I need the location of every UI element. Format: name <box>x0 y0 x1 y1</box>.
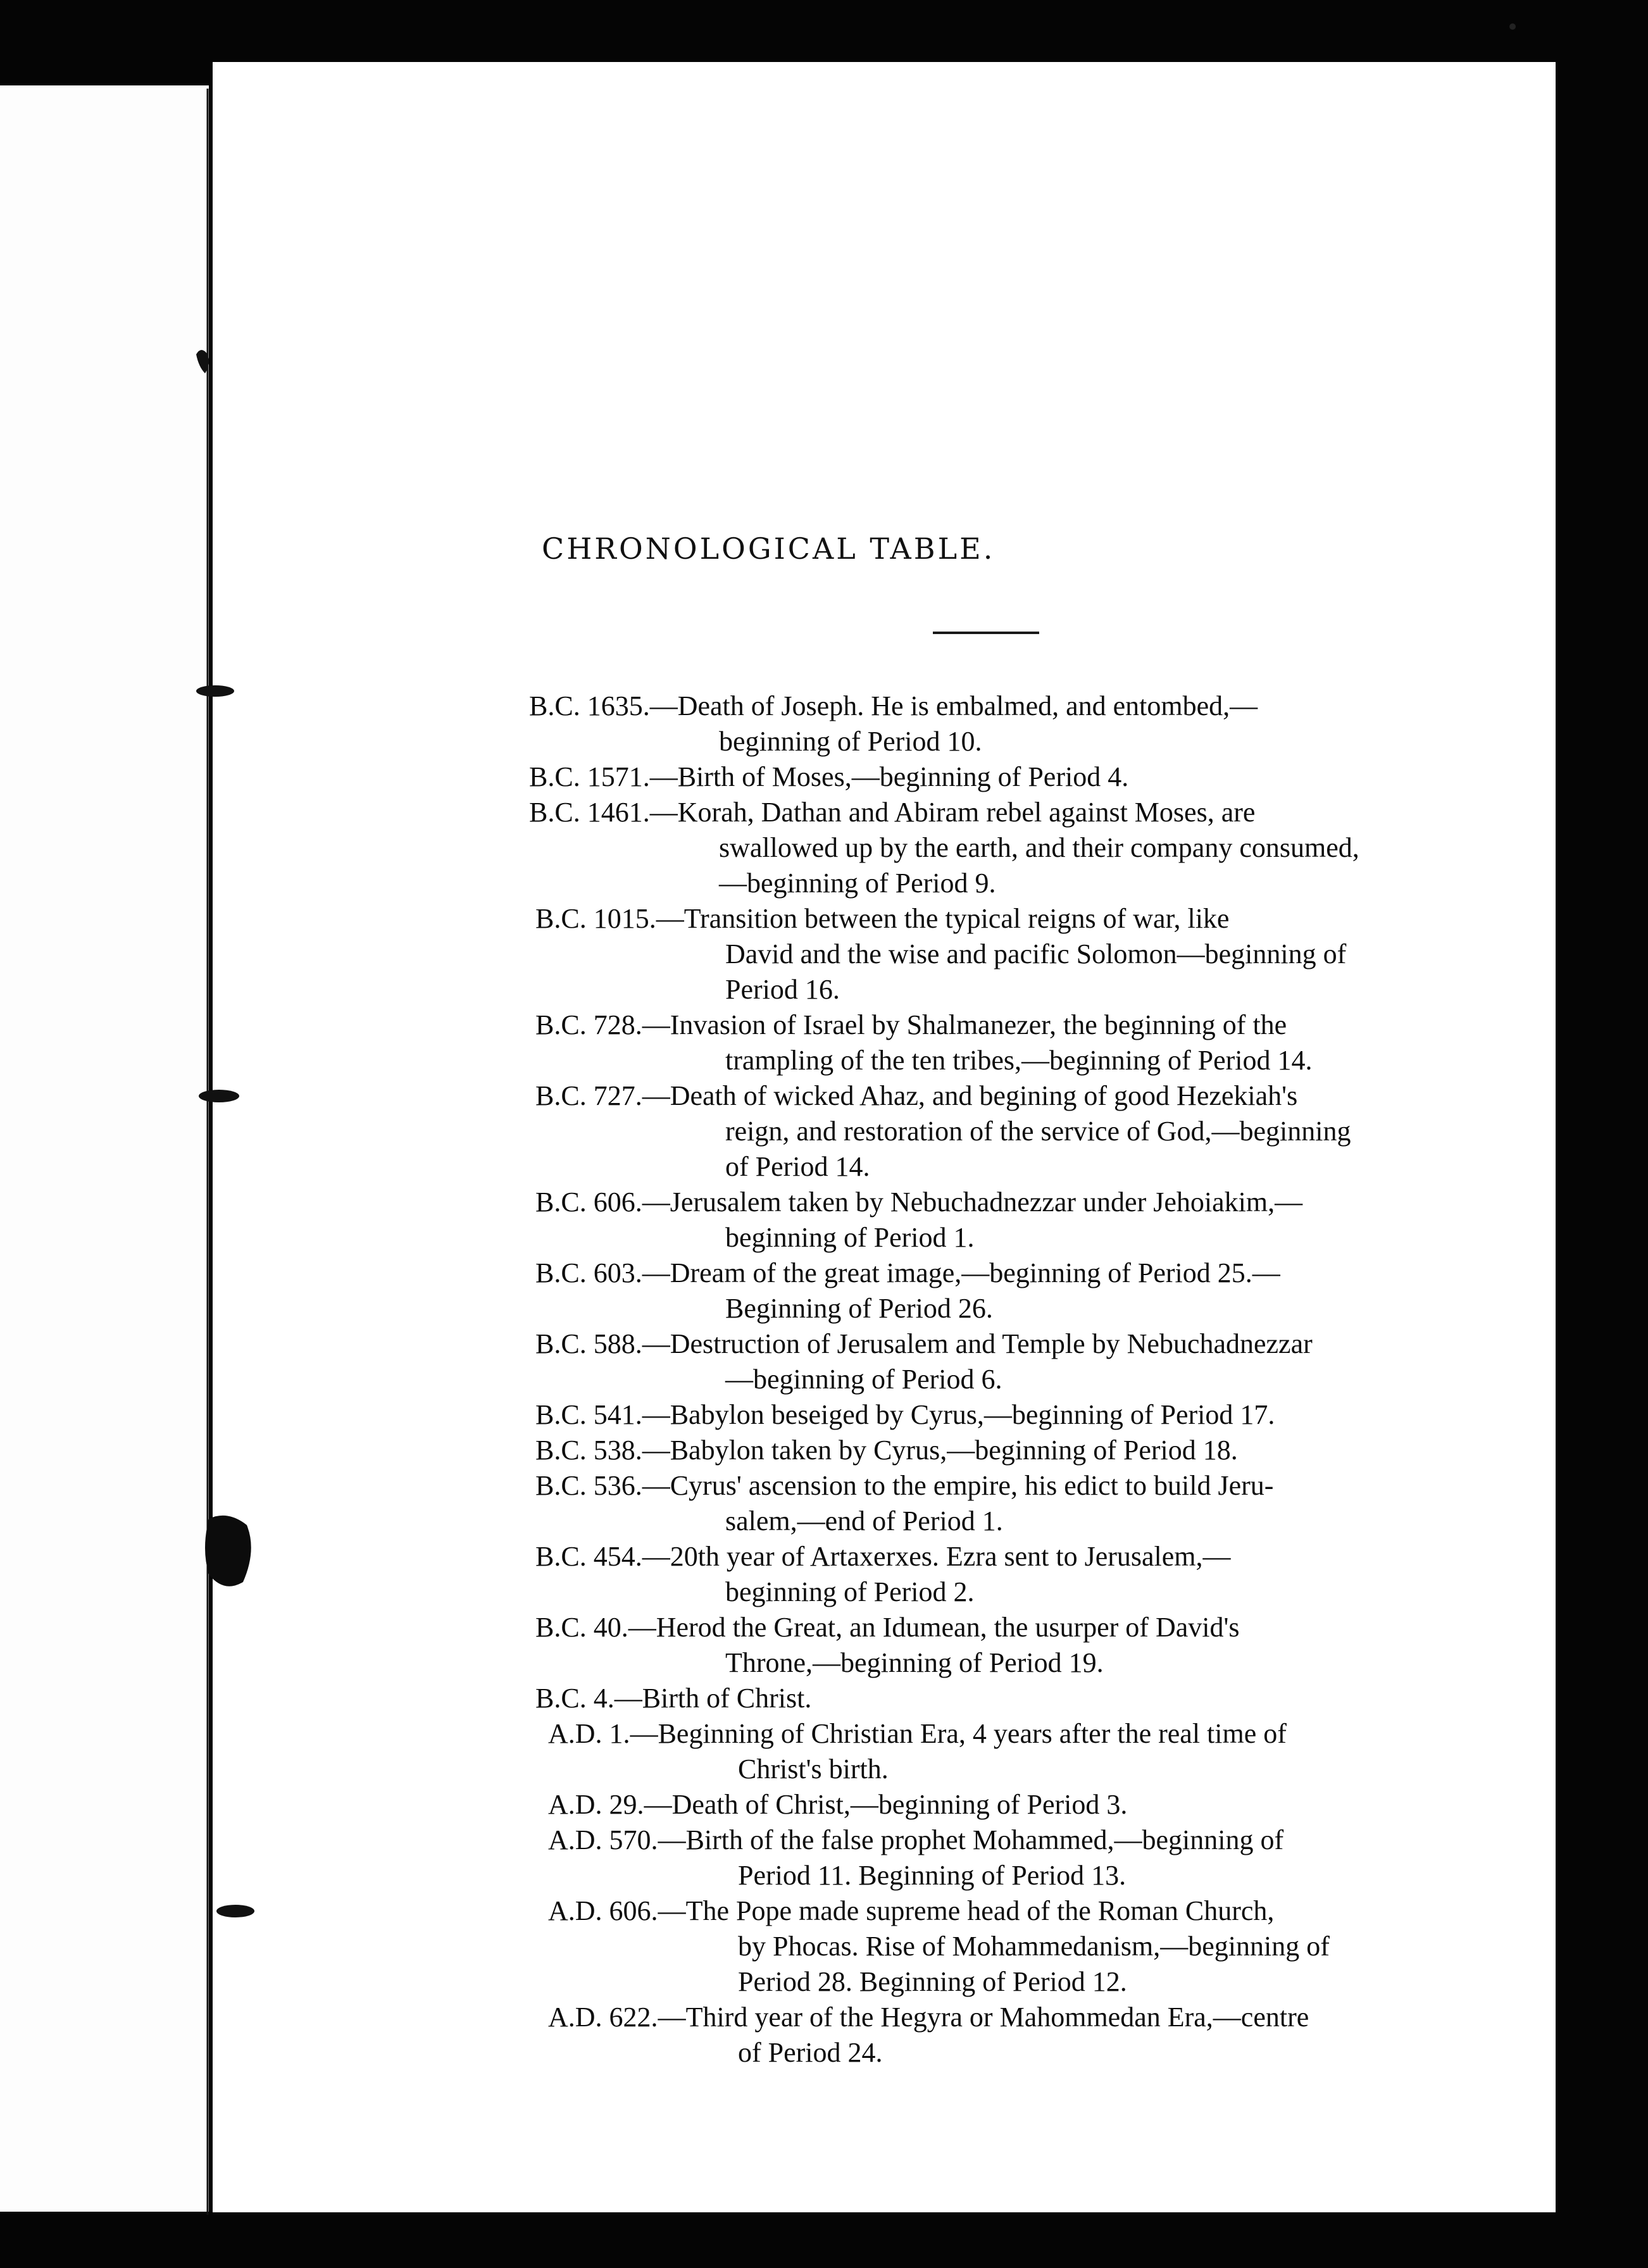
entry-continuation-line: Christ's birth. <box>738 1754 889 1785</box>
entry-continuation-line: Throne,—beginning of Period 19. <box>725 1647 1104 1678</box>
chronology-entry <box>529 901 1516 1007</box>
entry-text: —Jerusalem taken by Nebuchadnezzar under Jehoiakim,— <box>642 1187 1303 1218</box>
entry-first-line <box>535 1256 1516 1291</box>
entry-first-line <box>535 1433 1516 1468</box>
entry-date: A.D. 1. <box>548 1718 630 1749</box>
chronology-entry <box>529 1078 1516 1185</box>
chronology-entry <box>529 1716 1516 1787</box>
entry-date: A.D. 622. <box>548 2002 658 2033</box>
entry-continuation-line: reign, and restoration of the service of God,—beginning <box>725 1116 1351 1147</box>
entry-date: A.D. 570. <box>548 1824 658 1855</box>
chronology-entry <box>529 759 1516 795</box>
chronology-entry <box>529 688 1516 759</box>
entry-text: —Dream of the great image,—beginning of Period 25.— <box>642 1257 1280 1288</box>
entry-first-line <box>535 1610 1516 1645</box>
entry-text: —Babylon taken by Cyrus,—beginning of Period 18. <box>642 1435 1238 1466</box>
entry-first-line <box>535 1539 1516 1574</box>
entry-continuation-line: Period 11. Beginning of Period 13. <box>738 1860 1127 1891</box>
entry-date: B.C. 4. <box>535 1683 615 1714</box>
entry-first-line <box>535 901 1516 937</box>
entry-text: —Herod the Great, an Idumean, the usurper of David's <box>628 1612 1240 1643</box>
chronology-entry <box>529 1893 1516 2000</box>
entry-first-line <box>535 1078 1516 1114</box>
entry-date: B.C. 1015. <box>535 903 656 934</box>
entry-continuation-line: swallowed up by the earth, and their company consumed, <box>719 832 1359 863</box>
entry-first-line <box>548 1893 1516 1929</box>
entry-text: —Death of Christ,—beginning of Period 3. <box>644 1789 1128 1820</box>
chronology-entry <box>529 1185 1516 1256</box>
entry-continuation-line: beginning of Period 2. <box>725 1576 975 1607</box>
entry-first-line <box>529 759 1516 795</box>
chronology-entry <box>529 1007 1516 1078</box>
entry-continuation-line: David and the wise and pacific Solomon—beginning of <box>725 938 1347 969</box>
entry-text: —Transition between the typical reigns of war, like <box>656 903 1230 934</box>
title-rule <box>933 632 1039 634</box>
entry-first-line <box>535 1468 1516 1504</box>
entry-continuation-line: Period 16. <box>725 974 840 1005</box>
entry-date: B.C. 728. <box>535 1009 642 1040</box>
entry-text: —Birth of the false prophet Mohammed,—beginning of <box>658 1824 1284 1855</box>
entry-continuation-line: beginning of Period 10. <box>719 726 982 757</box>
chronology-entry <box>529 1256 1516 1326</box>
entry-first-line <box>529 795 1516 830</box>
entry-date: A.D. 606. <box>548 1895 658 1926</box>
entry-date: B.C. 606. <box>535 1187 642 1218</box>
entry-text: —Destruction of Jerusalem and Temple by Nebuchadnezzar <box>642 1328 1313 1359</box>
entry-continuation-line: —beginning of Period 6. <box>725 1364 1002 1395</box>
entry-date: B.C. 541. <box>535 1399 642 1430</box>
entry-first-line <box>535 1681 1516 1716</box>
entry-date: B.C. 538. <box>535 1435 642 1466</box>
chronology-entry <box>529 1397 1516 1433</box>
entry-date: B.C. 1635. <box>529 690 650 721</box>
binding-gutter <box>201 89 214 2215</box>
entry-date: B.C. 727. <box>535 1080 642 1111</box>
chronology-list <box>529 688 1516 2071</box>
entry-text: —Death of Joseph. He is embalmed, and entombed,— <box>649 690 1258 721</box>
chronology-entry <box>529 2000 1516 2071</box>
entry-continuation-line: of Period 14. <box>725 1151 870 1182</box>
entry-text: —Birth of Christ. <box>614 1683 812 1714</box>
entry-continuation-line: Beginning of Period 26. <box>725 1293 993 1324</box>
entry-first-line <box>535 1326 1516 1362</box>
entry-continuation-line: trampling of the ten tribes,—beginning of Period 14. <box>725 1045 1313 1076</box>
entry-continuation-line: by Phocas. Rise of Mohammedanism,—beginning of <box>738 1931 1330 1962</box>
entry-first-line <box>548 1716 1516 1752</box>
entry-date: B.C. 603. <box>535 1257 642 1288</box>
entry-text: —Invasion of Israel by Shalmanezer, the beginning of the <box>642 1009 1287 1040</box>
page-title: CHRONOLOGICAL TABLE. <box>542 532 996 566</box>
entry-continuation-line: beginning of Period 1. <box>725 1222 975 1253</box>
chronology-entry <box>529 1433 1516 1468</box>
entry-text: —Cyrus' ascension to the empire, his edict to build Jeru- <box>642 1470 1274 1501</box>
entry-date: B.C. 454. <box>535 1541 642 1572</box>
entry-first-line <box>548 1822 1516 1858</box>
entry-continuation-line: Period 28. Beginning of Period 12. <box>738 1966 1127 1997</box>
entry-text: —Third year of the Hegyra or Mahommedan Era,—centre <box>658 2002 1309 2033</box>
chronology-entry <box>529 1610 1516 1681</box>
entry-text: —Korah, Dathan and Abiram rebel against Moses, are <box>649 797 1256 828</box>
entry-first-line <box>548 2000 1516 2035</box>
entry-date: B.C. 588. <box>535 1328 642 1359</box>
entry-text: —Babylon beseiged by Cyrus,—beginning of Period 17. <box>642 1399 1275 1430</box>
entry-date: A.D. 29. <box>548 1789 644 1820</box>
entry-text: —Beginning of Christian Era, 4 years after the real time of <box>630 1718 1287 1749</box>
entry-continuation-line: salem,—end of Period 1. <box>725 1505 1003 1536</box>
entry-text: —Death of wicked Ahaz, and begining of good Hezekiah's <box>642 1080 1298 1111</box>
entry-first-line <box>535 1185 1516 1220</box>
entry-first-line <box>529 688 1516 724</box>
chronology-entry <box>529 1822 1516 1893</box>
entry-continuation-line: —beginning of Period 9. <box>719 868 996 899</box>
entry-text: —The Pope made supreme head of the Roman Church, <box>658 1895 1275 1926</box>
left-page-edge <box>0 85 209 2212</box>
chronology-entry <box>529 1787 1516 1822</box>
entry-first-line <box>535 1397 1516 1433</box>
entry-first-line <box>548 1787 1516 1822</box>
entry-date: B.C. 1461. <box>529 797 650 828</box>
entry-first-line <box>535 1007 1516 1043</box>
chronology-entry <box>529 795 1516 901</box>
chronology-entry <box>529 1468 1516 1539</box>
chronology-entry <box>529 1326 1516 1397</box>
entry-date: B.C. 1571. <box>529 761 650 792</box>
entry-date: B.C. 536. <box>535 1470 642 1501</box>
entry-date: B.C. 40. <box>535 1612 628 1643</box>
book-page <box>213 62 1556 2212</box>
chronology-entry <box>529 1681 1516 1716</box>
chronology-entry <box>529 1539 1516 1610</box>
entry-continuation-line: of Period 24. <box>738 2037 883 2068</box>
entry-text: —Birth of Moses,—beginning of Period 4. <box>649 761 1129 792</box>
entry-text: —20th year of Artaxerxes. Ezra sent to Jerusalem,— <box>642 1541 1231 1572</box>
